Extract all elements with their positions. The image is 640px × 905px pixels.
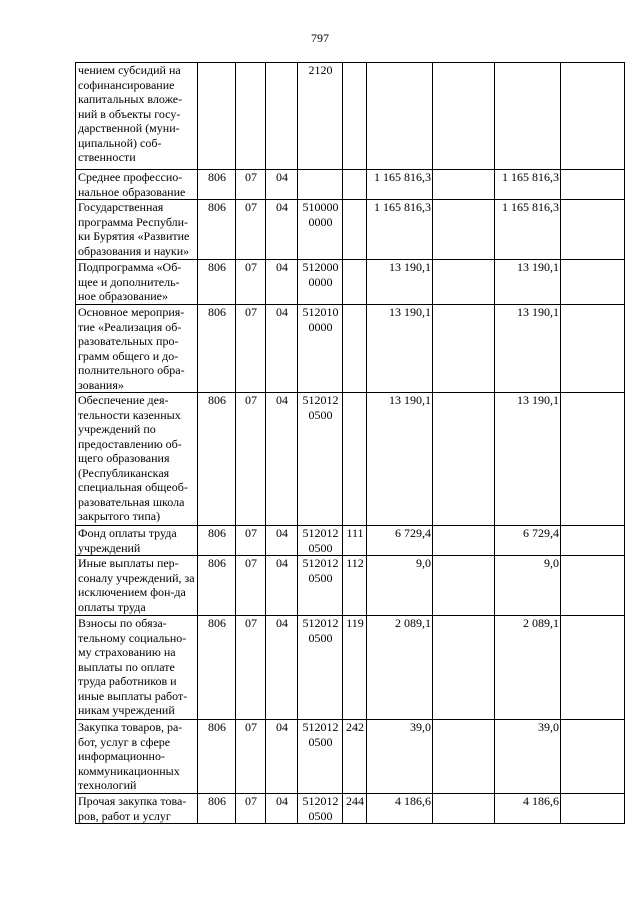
empty-amount [561,63,625,170]
table-row [76,556,625,616]
section-code: 07 [236,200,266,260]
expense-type-code [343,200,367,260]
ministry-code: 806 [198,200,236,260]
expense-type-code [343,393,367,526]
table-row [76,393,625,526]
expense-type-code: 112 [343,556,367,616]
expense-type-code: 111 [343,526,367,556]
subsection-code: 04 [266,794,298,824]
amount: 2 089,1 [367,616,433,720]
empty-amount [561,526,625,556]
total-amount: 13 190,1 [495,393,561,526]
total-amount: 13 190,1 [495,305,561,393]
expense-type-code [343,305,367,393]
amount: 1 165 816,3 [367,170,433,200]
total-amount: 1 165 816,3 [495,200,561,260]
empty-amount [561,720,625,794]
row-name: Взносы по обяза-тельному социально-му страхованию на выплаты по оплате труда работников и иные выплаты работ-никам учреждений [76,616,198,720]
table-row [76,170,625,200]
target-article-code: 512012 0500 [298,393,343,526]
subsection-code: 04 [266,305,298,393]
amount: 13 190,1 [367,305,433,393]
empty-amount [561,200,625,260]
total-amount: 6 729,4 [495,526,561,556]
ministry-code: 806 [198,170,236,200]
empty-amount [433,170,495,200]
section-code: 07 [236,794,266,824]
ministry-code: 806 [198,260,236,305]
row-name: Государственная программа Республи-ки Бурятия «Развитие образования и науки» [76,200,198,260]
amount: 1 165 816,3 [367,200,433,260]
subsection-code: 04 [266,170,298,200]
total-amount [495,63,561,170]
empty-amount [561,794,625,824]
ministry-code: 806 [198,720,236,794]
amount: 13 190,1 [367,260,433,305]
total-amount: 39,0 [495,720,561,794]
amount: 9,0 [367,556,433,616]
target-article-code: 512000 0000 [298,260,343,305]
amount [367,63,433,170]
subsection-code: 04 [266,393,298,526]
ministry-code: 806 [198,616,236,720]
empty-amount [433,305,495,393]
target-article-code: 512012 0500 [298,720,343,794]
subsection-code: 04 [266,720,298,794]
table-row [76,794,625,824]
row-name: Основное мероприя-тие «Реализация об-разовательных про-грамм общего и до-полнительного обра-зования» [76,305,198,393]
target-article-code: 2120 [298,63,343,170]
ministry-code: 806 [198,393,236,526]
row-name: Прочая закупка това-ров, работ и услуг [76,794,198,824]
section-code: 07 [236,526,266,556]
target-article-code: 512012 0500 [298,794,343,824]
section-code: 07 [236,556,266,616]
empty-amount [433,794,495,824]
table-row [76,720,625,794]
ministry-code: 806 [198,305,236,393]
table-row [76,616,625,720]
total-amount: 4 186,6 [495,794,561,824]
empty-amount [433,556,495,616]
empty-amount [433,393,495,526]
expense-type-code: 242 [343,720,367,794]
empty-amount [433,200,495,260]
amount: 4 186,6 [367,794,433,824]
section-code: 07 [236,393,266,526]
row-name: Подпрограмма «Об-щее и дополнитель-ное образование» [76,260,198,305]
target-article-code: 512012 0500 [298,556,343,616]
subsection-code: 04 [266,200,298,260]
total-amount: 2 089,1 [495,616,561,720]
total-amount: 13 190,1 [495,260,561,305]
ministry-code: 806 [198,556,236,616]
target-article-code [298,170,343,200]
section-code: 07 [236,170,266,200]
empty-amount [561,170,625,200]
empty-amount [561,393,625,526]
section-code [236,63,266,170]
row-name: Иные выплаты пер-соналу учреждений, за исключением фон-да оплаты труда [76,556,198,616]
expense-type-code [343,260,367,305]
table-row [76,305,625,393]
expense-type-code [343,63,367,170]
row-name: Закупка товаров, ра-бот, услуг в сфере информационно-коммуникационных технологий [76,720,198,794]
row-name: Фонд оплаты труда учреждений [76,526,198,556]
empty-amount [433,526,495,556]
ministry-code [198,63,236,170]
target-article-code: 510000 0000 [298,200,343,260]
subsection-code: 04 [266,260,298,305]
empty-amount [433,63,495,170]
expense-type-code: 119 [343,616,367,720]
amount: 13 190,1 [367,393,433,526]
section-code: 07 [236,305,266,393]
ministry-code: 806 [198,794,236,824]
empty-amount [433,720,495,794]
row-name: чением субсидий на софинансирование капитальных вложе-ний в объекты госу-дарственной (муни-ципальной) соб-ственности [76,63,198,170]
subsection-code: 04 [266,526,298,556]
expense-type-code [343,170,367,200]
table-row [76,526,625,556]
table-row [76,260,625,305]
subsection-code: 04 [266,616,298,720]
empty-amount [433,260,495,305]
target-article-code: 512012 0500 [298,616,343,720]
subsection-code [266,63,298,170]
ministry-code: 806 [198,526,236,556]
table-row [76,200,625,260]
empty-amount [561,616,625,720]
expense-type-code: 244 [343,794,367,824]
total-amount: 1 165 816,3 [495,170,561,200]
table-row [76,63,625,170]
section-code: 07 [236,260,266,305]
empty-amount [433,616,495,720]
row-name: Обеспечение дея-тельности казенных учреждений по предоставлению об-щего образования (Республиканская специальная общеоб-разовательная школа закрытого типа) [76,393,198,526]
target-article-code: 512012 0500 [298,526,343,556]
subsection-code: 04 [266,556,298,616]
section-code: 07 [236,616,266,720]
row-name: Среднее профессио-нальное образование [76,170,198,200]
amount: 39,0 [367,720,433,794]
target-article-code: 512010 0000 [298,305,343,393]
empty-amount [561,260,625,305]
empty-amount [561,556,625,616]
budget-table [75,62,625,824]
amount: 6 729,4 [367,526,433,556]
empty-amount [561,305,625,393]
total-amount: 9,0 [495,556,561,616]
page-number: 797 [311,31,329,45]
section-code: 07 [236,720,266,794]
